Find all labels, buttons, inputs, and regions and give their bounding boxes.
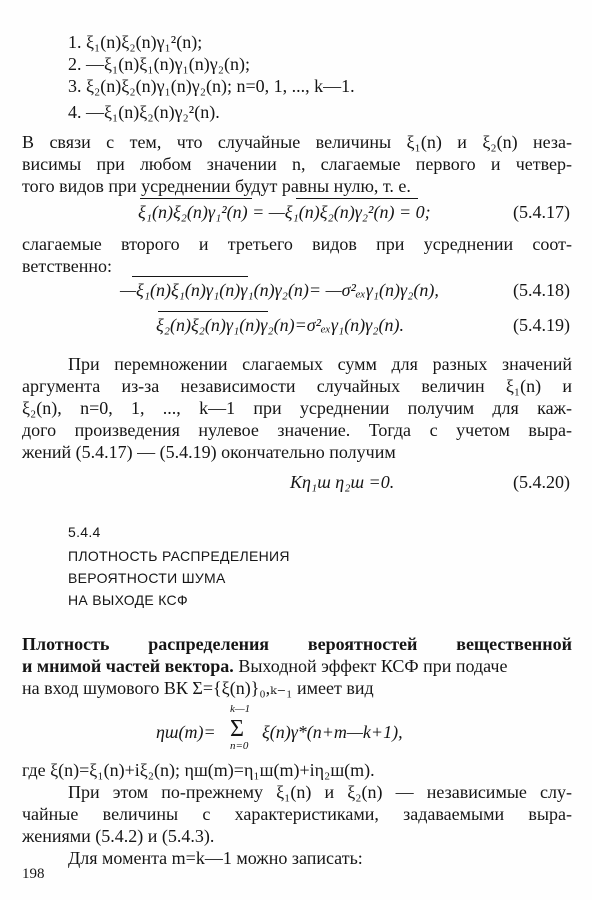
sum-lhs: ηш(m)= [156, 722, 216, 742]
paragraph-line: В связи с тем, что случайные величины ξ₁(n) и ξ₂(n) неза- [22, 132, 572, 152]
equation-number: (5.4.18) [513, 280, 570, 300]
paragraph-text: Выходной эффект КСФ при подаче [233, 656, 508, 676]
section-title-line: ВЕРОЯТНОСТИ ШУМА [68, 570, 226, 586]
list-item: 1. ξ₁(n)ξ₂(n)γ₁²(n); [68, 32, 203, 52]
bold-lead-line: Плотность распределения вероятностей вещественной [22, 634, 572, 654]
paragraph-line: При перемножении слагаемых сумм для разных значений [68, 354, 572, 374]
average-overline [140, 198, 252, 199]
paragraph-line: того видов при усреднении будут равны нулю, т. е. [22, 176, 411, 196]
paragraph-line: аргумента из-за независимости случайных величин ξ₁(n) и [22, 376, 572, 396]
paragraph-line: Для момента m=k—1 можно записать: [68, 848, 363, 868]
paragraph-line: ξ₂(n), n=0, 1, ..., k—1 при усреднении получим для каж- [22, 398, 572, 418]
paragraph-line: висимы при любом значении n, слагаемые первого и четвер- [22, 154, 572, 174]
page-number: 198 [22, 866, 45, 882]
list-item: 2. —ξ₁(n)ξ₁(n)γ₁(n)γ₂(n); [68, 54, 251, 74]
average-overline [158, 311, 268, 312]
paragraph-line: жений (5.4.17) — (5.4.19) окончательно получим [22, 442, 396, 462]
bold-lead: и мнимой частей вектора. [22, 656, 234, 676]
equation-5-4-18: —ξ₁(n)ξ₁(n)γ₁(n)γ₁(n)γ₂(n)= —σ²ₑₓγ₁(n)γ₂(n), [120, 280, 439, 300]
paragraph-line: дого произведения нулевое значение. Тогда с учетом выра- [22, 420, 572, 440]
list-item: 4. —ξ₁(n)ξ₂(n)γ₂²(n). [68, 102, 220, 122]
list-item: 3. ξ₂(n)ξ₂(n)γ₁(n)γ₂(n); n=0, 1, ..., k—1. [68, 76, 355, 96]
equation-number: (5.4.20) [513, 472, 570, 492]
paragraph-line: жениями (5.4.2) и (5.4.3). [22, 826, 215, 846]
paragraph-line: При этом по-прежнему ξ₁(n) и ξ₂(n) — независимые слу- [68, 782, 572, 802]
paragraph-line: чайные величины с характеристиками, задаваемыми выра- [22, 804, 572, 824]
equation-5-4-19: ξ₂(n)ξ₂(n)γ₁(n)γ₂(n)=σ²ₑₓγ₁(n)γ₂(n). [156, 315, 405, 335]
section-number: 5.4.4 [68, 524, 101, 540]
equation-number: (5.4.17) [513, 202, 570, 222]
sigma-sign: Σ [230, 716, 244, 742]
section-title-line: НА ВЫХОДЕ КСФ [68, 592, 188, 608]
paragraph-line: слагаемые второго и третьего видов при усреднении соот- [22, 234, 572, 254]
sum-lower-limit: n=0 [230, 740, 249, 752]
equation-number: (5.4.19) [513, 315, 570, 335]
sum-upper-limit: k—1 [230, 703, 251, 715]
equation-5-4-17: ξ₁(n)ξ₂(n)γ₁²(n) = —ξ₁(n)ξ₂(n)γ₂²(n) = 0; [138, 202, 431, 222]
average-overline [132, 276, 248, 277]
equation-5-4-20: Kη₁ш η₂ш =0. [290, 472, 395, 492]
paragraph-line: где ξ(n)=ξ₁(n)+iξ₂(n); ηш(m)=η₁ш(m)+iη₂ш(m). [22, 760, 375, 780]
paragraph-line [22, 655, 572, 677]
average-overline [296, 198, 418, 199]
paragraph-line: на вход шумового ВК Σ={ξ(n)}₀,ₖ₋₁ имеет вид [22, 678, 374, 698]
sum-rhs: ξ(n)γ*(n+m—k+1), [262, 722, 403, 742]
section-title-line: ПЛОТНОСТЬ РАСПРЕДЕЛЕНИЯ [68, 548, 290, 564]
paragraph-line: ветственно: [22, 256, 112, 276]
